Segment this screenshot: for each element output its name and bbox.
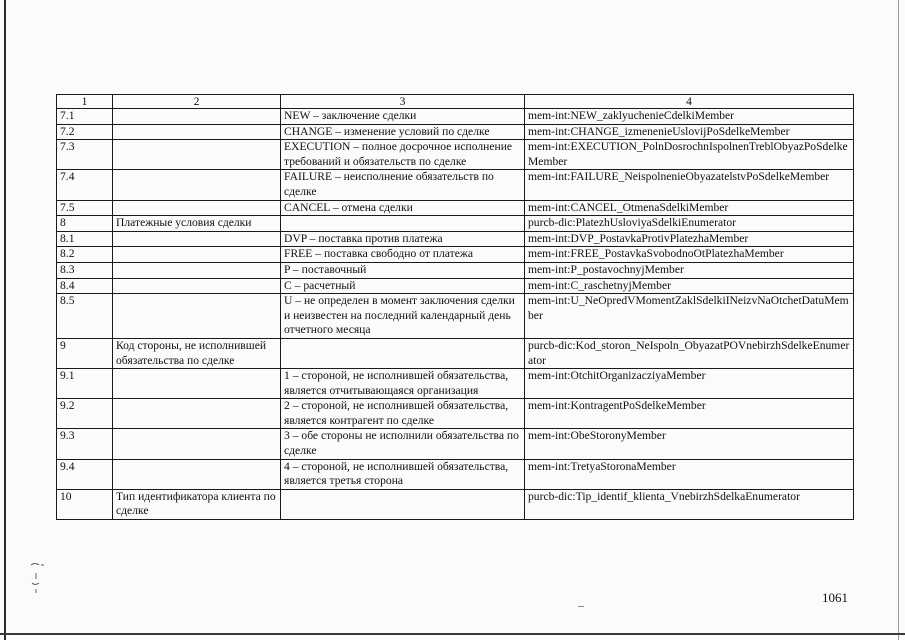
table-row xyxy=(57,489,854,519)
table-cell-col4: purcb-dic:PlatezhUsloviyaSdelkiEnumerator xyxy=(525,216,854,232)
table-cell-col4: mem-int:FREE_PostavkaSvobodnoOtPlatezhaMember xyxy=(525,247,854,263)
table-cell-col3: EXECUTION – полное досрочное исполнение требований и обязательств по сделке xyxy=(281,140,525,170)
table-cell-col1: 7.3 xyxy=(57,140,113,170)
table-cell-col1: 8.1 xyxy=(57,231,113,247)
table-cell-col3: 1 – стороной, не исполнившей обязательства, является отчитывающаяся организация xyxy=(281,369,525,399)
table-cell-col3: U – не определен в момент заключения сделки и неизвестен на последний календарный день отчетного месяца xyxy=(281,294,525,339)
table-row xyxy=(57,216,854,232)
table-cell-col1: 7.4 xyxy=(57,170,113,200)
table-cell-col1: 9 xyxy=(57,338,113,368)
table-row xyxy=(57,231,854,247)
table-cell-col1: 8.4 xyxy=(57,278,113,294)
table-cell-col2 xyxy=(113,369,281,399)
table-row xyxy=(57,338,854,368)
table-cell-col4: purcb-dic:Tip_identif_klienta_VnebirzhSdelkaEnumerator xyxy=(525,489,854,519)
table-row xyxy=(57,429,854,459)
table-cell-col3: DVP – поставка против платежа xyxy=(281,231,525,247)
table-cell-col4: mem-int:FAILURE_NeispolnenieObyazatelstvPoSdelkeMember xyxy=(525,170,854,200)
table-cell-col3 xyxy=(281,216,525,232)
table-cell-col3: 2 – стороной, не исполнившей обязательства, является контрагент по сделке xyxy=(281,399,525,429)
column-header-4: 4 xyxy=(525,95,854,109)
table-cell-col1: 8.2 xyxy=(57,247,113,263)
table-cell-col1: 9.1 xyxy=(57,369,113,399)
table-cell-col1: 7.5 xyxy=(57,200,113,216)
column-header-2: 2 xyxy=(113,95,281,109)
table-cell-col3: FAILURE – неисполнение обязательств по сделке xyxy=(281,170,525,200)
table-row xyxy=(57,278,854,294)
table-cell-col3: FREE – поставка свободно от платежа xyxy=(281,247,525,263)
table-cell-col2 xyxy=(113,262,281,278)
table-cell-col4: mem-int:P_postavochnyjMember xyxy=(525,262,854,278)
table-cell-col2 xyxy=(113,247,281,263)
table-cell-col4: mem-int:C_raschetnyjMember xyxy=(525,278,854,294)
column-header-3: 3 xyxy=(281,95,525,109)
table-cell-col3 xyxy=(281,489,525,519)
table-cell-col2 xyxy=(113,278,281,294)
table-cell-col4: mem-int:CHANGE_izmenenieUslovijPoSdelkeMember xyxy=(525,124,854,140)
table-row xyxy=(57,124,854,140)
table-row xyxy=(57,109,854,125)
table-cell-col4: mem-int:U_NeOpredVMomentZaklSdelkiINeizvNaOtchetDatuMember xyxy=(525,294,854,339)
table-row xyxy=(57,247,854,263)
table-cell-col2 xyxy=(113,231,281,247)
table-cell-col2 xyxy=(113,429,281,459)
table-cell-col3: 3 – обе стороны не исполнили обязательства по сделке xyxy=(281,429,525,459)
table-row xyxy=(57,170,854,200)
table-row xyxy=(57,200,854,216)
table-cell-col3: NEW – заключение сделки xyxy=(281,109,525,125)
table-cell-col3: CHANGE – изменение условий по сделке xyxy=(281,124,525,140)
scan-border-right xyxy=(898,0,899,640)
table-cell-col2: Код стороны, не исполнившей обязательства по сделке xyxy=(113,338,281,368)
table-cell-col4: mem-int:CANCEL_OtmenaSdelkiMember xyxy=(525,200,854,216)
table-cell-col1: 9.2 xyxy=(57,399,113,429)
table-cell-col1: 9.3 xyxy=(57,429,113,459)
table-cell-col2 xyxy=(113,140,281,170)
table-cell-col3: CANCEL – отмена сделки xyxy=(281,200,525,216)
table-cell-col1: 9.4 xyxy=(57,459,113,489)
table-row xyxy=(57,140,854,170)
table-row xyxy=(57,294,854,339)
table-cell-col2: Тип идентификатора клиента по сделке xyxy=(113,489,281,519)
scan-border-left xyxy=(4,0,6,640)
table-cell-col3: 4 – стороной, не исполнившей обязательства, является третья сторона xyxy=(281,459,525,489)
scan-border-bottom xyxy=(0,633,905,635)
table-header-row xyxy=(57,95,854,109)
table-cell-col2 xyxy=(113,109,281,125)
table-cell-col4: mem-int:TretyaStoronaMember xyxy=(525,459,854,489)
table-cell-col2 xyxy=(113,459,281,489)
table-cell-col4: mem-int:DVP_PostavkaProtivPlatezhaMember xyxy=(525,231,854,247)
table-cell-col2 xyxy=(113,200,281,216)
table-cell-col1: 10 xyxy=(57,489,113,519)
table-cell-col2: Платежные условия сделки xyxy=(113,216,281,232)
table-cell-col1: 7.1 xyxy=(57,109,113,125)
margin-scan-marks xyxy=(28,559,48,595)
column-header-1: 1 xyxy=(57,95,113,109)
table-cell-col3 xyxy=(281,338,525,368)
table-cell-col4: mem-int:KontragentPoSdelkeMember xyxy=(525,399,854,429)
table-cell-col4: mem-int:OtchitOrganizacziyaMember xyxy=(525,369,854,399)
table-cell-col1: 7.2 xyxy=(57,124,113,140)
table-cell-col3: P – поставочный xyxy=(281,262,525,278)
table-cell-col3: C – расчетный xyxy=(281,278,525,294)
table-row xyxy=(57,262,854,278)
table-row xyxy=(57,369,854,399)
table-cell-col2 xyxy=(113,170,281,200)
table-cell-col1: 8.5 xyxy=(57,294,113,339)
scan-speck xyxy=(578,606,584,607)
table-cell-col4: mem-int:NEW_zaklyuchenieCdelkiMember xyxy=(525,109,854,125)
table-cell-col2 xyxy=(113,124,281,140)
table-cell-col4: mem-int:ObeStoronyMember xyxy=(525,429,854,459)
table-cell-col2 xyxy=(113,294,281,339)
table-cell-col4: mem-int:EXECUTION_PolnDosrochnIspolnenTreblObyazPoSdelkeMember xyxy=(525,140,854,170)
table-body xyxy=(57,109,854,520)
table-cell-col1: 8 xyxy=(57,216,113,232)
enumeration-table xyxy=(56,94,854,520)
table-cell-col2 xyxy=(113,399,281,429)
table-cell-col1: 8.3 xyxy=(57,262,113,278)
table-row xyxy=(57,459,854,489)
table-row xyxy=(57,399,854,429)
table-cell-col4: purcb-dic:Kod_storon_NeIspoln_ObyazatPOVnebirzhSdelkeEnumerator xyxy=(525,338,854,368)
page-number: 1061 xyxy=(822,590,848,605)
